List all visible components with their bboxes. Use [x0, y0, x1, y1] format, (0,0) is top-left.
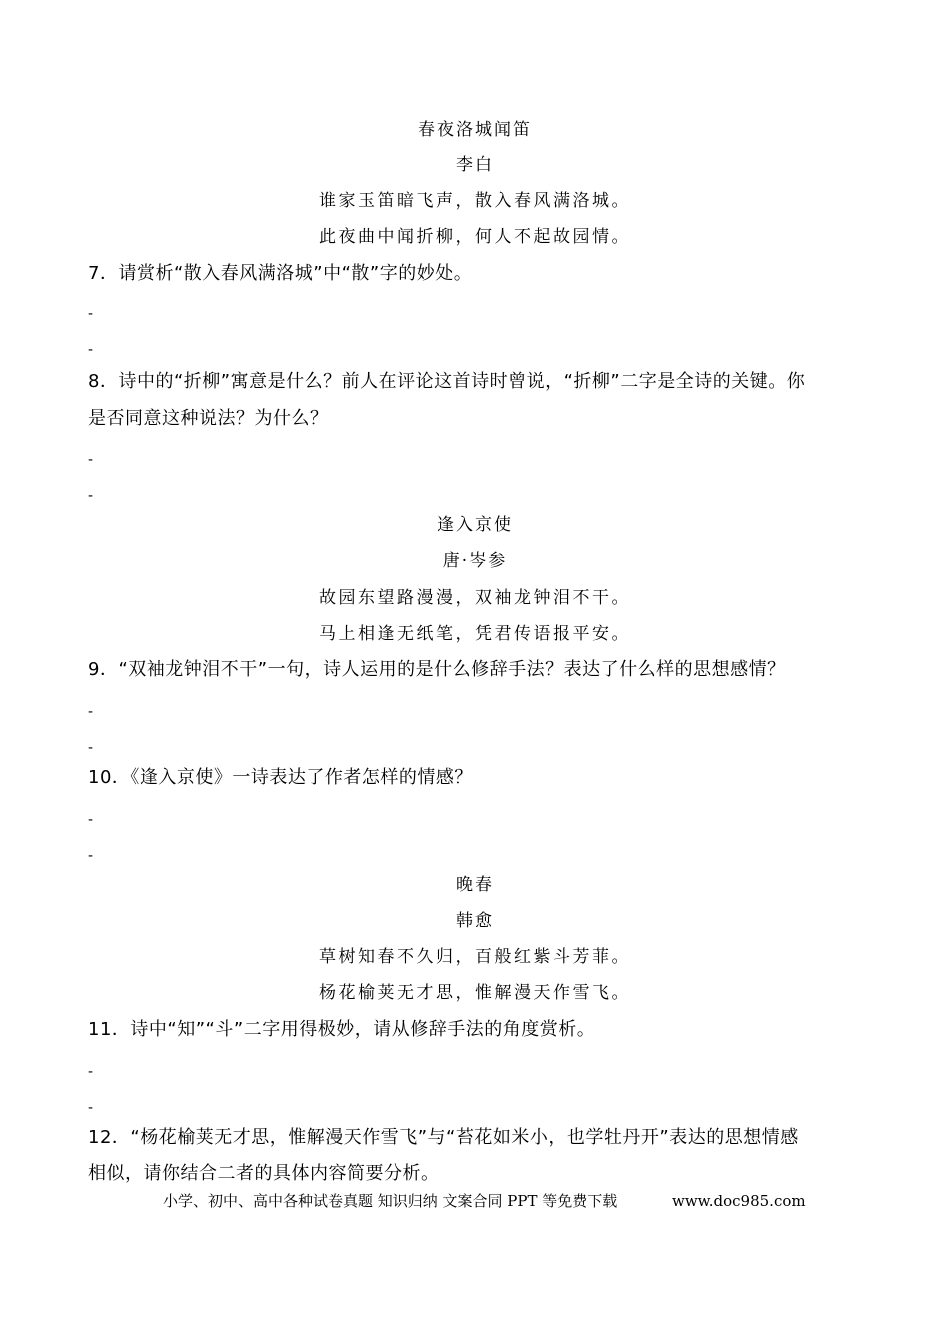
question-9: 9．“双袖龙钟泪不干”一句，诗人运用的是什么修辞手法？表达了什么样的思想感情？	[88, 659, 786, 680]
poem-verse: 故园东望路漫漫，双袖龙钟泪不干。	[319, 588, 631, 608]
question-11: 11．诗中“知”“斗”二字用得极妙，请从修辞手法的角度赏析。	[88, 1019, 596, 1040]
poem-verse: 谁家玉笛暗飞声，散入春风满洛城。	[319, 191, 631, 211]
footer-url[interactable]: www.doc985.com	[672, 1192, 806, 1210]
answer-blank[interactable]: -	[88, 812, 94, 828]
poem-title: 逢入京使	[437, 515, 513, 535]
answer-blank[interactable]: -	[88, 704, 94, 720]
answer-blank[interactable]: -	[88, 342, 94, 358]
answer-blank[interactable]: -	[88, 1064, 94, 1080]
poem-verse: 马上相逢无纸笔，凭君传语报平安。	[319, 624, 631, 644]
question-7: 7．请赏析“散入春风满洛城”中“散”字的妙处。	[88, 263, 473, 284]
poem-title: 晚春	[456, 875, 494, 895]
question-8-continued: 是否同意这种说法？为什么？	[88, 408, 329, 429]
answer-blank[interactable]: -	[88, 848, 94, 864]
poem-author: 李白	[456, 155, 494, 175]
poem-verse: 草树知春不久归，百般红紫斗芳菲。	[319, 947, 631, 967]
question-12-continued: 相似，请你结合二者的具体内容简要分析。	[88, 1163, 440, 1184]
poem-verse: 此夜曲中闻折柳，何人不起故园情。	[319, 227, 631, 247]
poem-title: 春夜洛城闻笛	[418, 120, 532, 140]
footer-text: 小学、初中、高中各种试卷真题 知识归纳 文案合同 PPT 等免费下载	[163, 1192, 618, 1210]
poem-verse: 杨花榆荚无才思，惟解漫天作雪飞。	[319, 983, 631, 1003]
answer-blank[interactable]: -	[88, 488, 94, 504]
poem-author: 韩愈	[456, 911, 494, 931]
answer-blank[interactable]: -	[88, 452, 94, 468]
answer-blank[interactable]: -	[88, 740, 94, 756]
answer-blank[interactable]: -	[88, 306, 94, 322]
answer-blank[interactable]: -	[88, 1100, 94, 1116]
poem-author: 唐·岑参	[442, 551, 508, 571]
question-8: 8．诗中的“折柳”寓意是什么？前人在评论这首诗时曾说，“折柳”二字是全诗的关键。你	[88, 371, 806, 392]
question-10: 10．《逢入京使》一诗表达了作者怎样的情感？	[88, 767, 473, 788]
question-12: 12．“杨花榆荚无才思，惟解漫天作雪飞”与“苔花如米小，也学牡丹开”表达的思想情感	[88, 1127, 799, 1148]
